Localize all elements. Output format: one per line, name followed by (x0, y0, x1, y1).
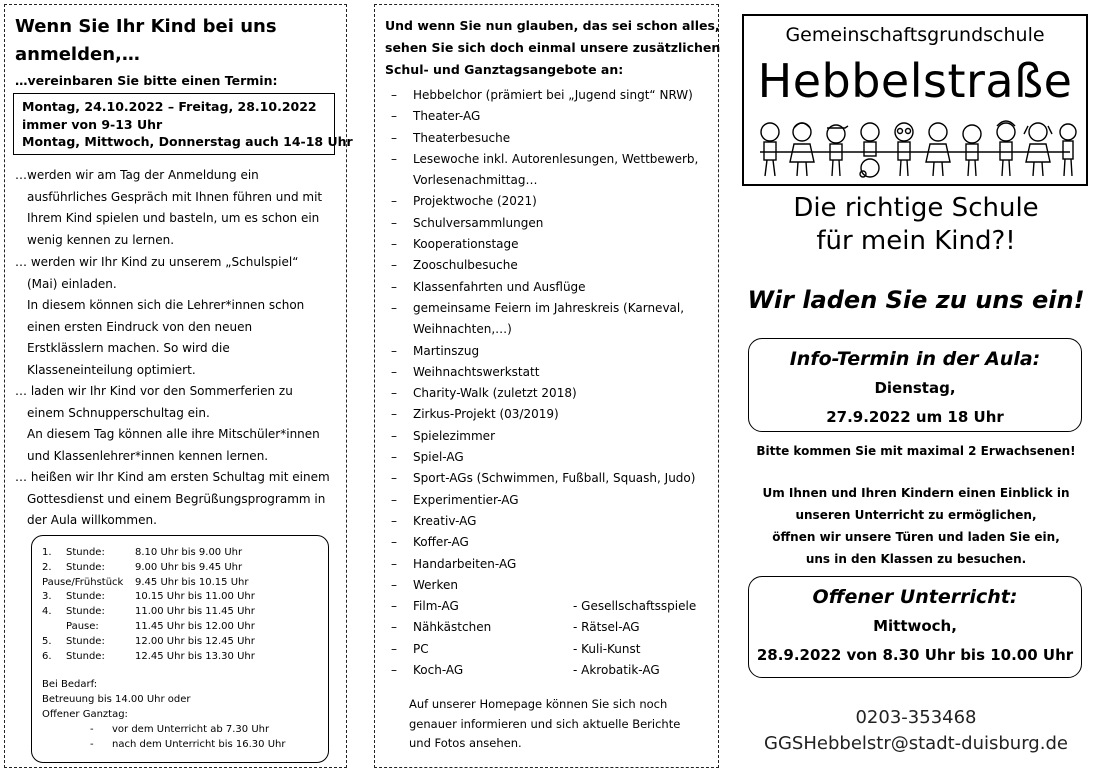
schedule-time: 10.15 Uhr bis 11.00 Uhr (135, 591, 255, 603)
schedule-label: Stunde: (66, 591, 105, 603)
school-type: Gemeinschaftsgrundschule (785, 24, 1045, 46)
cover-column (740, 10, 1092, 770)
schedule-label: Stunde: (66, 635, 105, 647)
bullet-dash: – (391, 450, 397, 465)
offer-item: – Schulversammlungen (387, 213, 712, 234)
offer-item: – Theater-AG (387, 106, 712, 127)
bullet-dash: – (391, 407, 397, 422)
contact-info (740, 705, 1092, 757)
care-item: - nach dem Unterricht bis 16.30 Uhr (90, 738, 286, 750)
bullet-dash: – (391, 130, 397, 145)
bullet-dash: – (391, 258, 397, 273)
offer-item: – Experimentier-AG (387, 490, 712, 511)
adults-note: Bitte kommen Sie mit maximal 2 Erwachsenen! (756, 444, 1076, 458)
child-figure (761, 123, 779, 176)
child-figure (860, 123, 879, 177)
schedule-label: Pause: (66, 620, 99, 632)
bullet-dash: – (391, 300, 397, 315)
phone-number: 0203-353468 (855, 707, 977, 728)
offer-item: – Martinszug (387, 341, 712, 362)
info-event-title: Info-Termin in der Aula: (789, 348, 1041, 370)
offer-item: – gemeinsame Feiern im Jahreskreis (Karneval, (387, 298, 712, 319)
bullet-dash: – (391, 535, 397, 550)
schedule-rows (42, 546, 328, 664)
schedule-row (42, 635, 328, 650)
offer-item: – Koffer-AG (387, 532, 712, 553)
schedule-row (42, 546, 328, 561)
open-lesson-box (748, 576, 1082, 678)
bullet-dash: – (391, 109, 397, 124)
bullet-dash: – (391, 620, 397, 635)
child-figure (827, 125, 848, 176)
bullet-dash: – (391, 88, 397, 102)
child-figure (926, 123, 950, 176)
offer-item: – Spiel-AG (387, 447, 712, 468)
email-address[interactable]: GGSHebbelstr@stadt-duisburg.de (764, 733, 1068, 754)
paragraph-first-day: … heißen wir Ihr Kind am ersten Schultag mit einem Gottesdienst und einem Begrüßungsprogramm in der Aula willkommen. (15, 470, 330, 527)
offers-heading: Und wenn Sie nun glauben, das sei schon alles, sehen Sie sich doch einmal unsere zusätzlichen Schul- und Ganztagsangebote an: (385, 18, 721, 77)
schedule-time: 11.00 Uhr bis 11.45 Uhr (135, 606, 255, 618)
bullet-dash: – (391, 513, 397, 528)
schedule-number: 3. (42, 591, 52, 603)
child-figure (895, 123, 913, 176)
care-info: Bei Bedarf: Betreuung bis 14.00 Uhr oder Offener Ganztag: - vor dem Unterricht ab 7.30 Uhr - nach dem Unterricht bis 16.30 Uhr (42, 678, 328, 752)
paragraph-schnuppertag: … laden wir Ihr Kind vor den Sommerferien zu einem Schnupperschultag ein. An diesem Tag können alle ihre Mitschüler*innen und Klassenlehrer*innen kennen lernen. (15, 384, 320, 463)
offer-item: – Zirkus-Projekt (03/2019) (387, 404, 712, 425)
open-lesson-invite: Um Ihnen und Ihren Kindern einen Einblick in unseren Unterricht zu ermöglichen, öffnen wir unsere Türen und laden Sie ein, uns in den Klassen zu besuchen. (762, 486, 1070, 566)
bullet-dash: – (391, 215, 397, 230)
bullet-dash: – (391, 343, 397, 358)
offer-item: Weihnachten,…) (413, 322, 512, 337)
schedule-label: Stunde: (66, 606, 105, 618)
bullet-dash: – (391, 386, 397, 401)
schedule-time: 12.00 Uhr bis 12.45 Uhr (135, 635, 255, 647)
schedule-number: 1. (42, 547, 52, 558)
lesson-schedule (31, 535, 329, 763)
offer-item: – Zooschulbesuche (387, 255, 712, 276)
bullet-dash: – (391, 492, 397, 507)
schedule-time: 8.10 Uhr bis 9.00 Uhr (135, 547, 243, 558)
registration-heading: Wenn Sie Ihr Kind bei uns anmelden,… (15, 16, 277, 65)
info-event-day: Dienstag, (874, 379, 956, 397)
schedule-time: 12.45 Uhr bis 13.30 Uhr (135, 650, 255, 662)
offer-item: – Werken (387, 575, 712, 596)
schedule-label: Stunde: (66, 547, 105, 558)
bullet-dash: – (391, 577, 397, 592)
bullet-dash: – (391, 364, 397, 379)
open-lesson-title: Offener Unterricht: (812, 586, 1018, 608)
open-lesson-datetime: 28.9.2022 von 8.30 Uhr bis 10.00 Uhr (756, 646, 1074, 664)
offer-item: – Kreativ-AG (387, 511, 712, 532)
child-figure (1024, 123, 1052, 176)
main-question: Die richtige Schule für mein Kind?! (793, 193, 1039, 256)
schedule-row (42, 576, 328, 591)
child-figure (997, 121, 1015, 176)
schedule-time: 9.45 Uhr bis 10.15 Uhr (135, 576, 249, 588)
offers-column (374, 4, 719, 768)
offers-list (387, 85, 712, 681)
open-lesson-day: Mittwoch, (873, 617, 957, 635)
children-illustration (750, 118, 1080, 180)
paragraph-schulspiel: … werden wir Ihr Kind zu unserem „Schulspiel“ (Mai) einladen. In diesem können sich die Lehrer*innen schon einen ersten Eindruck von den neuen Erstklässlern machen. So wird die Klasseneinteilung optimiert. (15, 255, 305, 377)
offer-item: – Charity-Walk (zuletzt 2018) (387, 383, 712, 404)
bullet-dash: – (391, 663, 397, 678)
offer-item: – Sport-AGs (Schwimmen, Fußball, Squash, Judo) (387, 468, 712, 489)
schedule-number: 4. (42, 606, 52, 618)
bullet-dash: – (391, 471, 397, 486)
schedule-time: 9.00 Uhr bis 9.45 Uhr (135, 561, 243, 573)
care-item: - vor dem Unterricht ab 7.30 Uhr (90, 723, 270, 735)
child-figure (1060, 124, 1076, 176)
schedule-row (42, 561, 328, 576)
offer-item: – Lesewoche inkl. Autorenlesungen, Wettbewerb, (387, 149, 712, 170)
paragraph-conversation: …werden wir am Tag der Anmeldung ein ausführliches Gespräch mit Ihnen führen und mit Ihrem Kind spielen und basteln, um es schon ein wenig kennen zu lernen. (15, 168, 323, 247)
bullet-dash: – (391, 641, 397, 656)
offer-item-pair: – Film-AG - Gesellschaftsspiele (387, 596, 712, 617)
info-event-datetime: 27.9.2022 um 18 Uhr (826, 408, 1004, 426)
invitation-heading: Wir laden Sie zu uns ein! (747, 286, 1085, 314)
schedule-time: 11.45 Uhr bis 12.00 Uhr (135, 620, 255, 632)
schedule-label: Stunde: (66, 650, 105, 662)
offer-item: – Spielezimmer (387, 426, 712, 447)
schedule-row (42, 650, 328, 665)
offer-item-pair: – Koch-AG - Akrobatik-AG (387, 660, 712, 681)
bullet-dash: – (391, 599, 397, 614)
schedule-label: Stunde: (66, 561, 105, 573)
schedule-label: Pause/Frühstück (42, 576, 124, 588)
schedule-number: 6. (42, 650, 52, 662)
offer-item-pair: – PC - Kuli-Kunst (387, 639, 712, 660)
bullet-dash: – (391, 279, 397, 294)
offer-item: Vorlesenachmittag… (413, 173, 538, 188)
schedule-number: 5. (42, 635, 52, 647)
appointment-dates: Montag, 24.10.2022 – Freitag, 28.10.2022 (22, 99, 317, 114)
appointment-hours: immer von 9-13 Uhr (22, 116, 163, 132)
appointment-box (13, 93, 353, 155)
offer-item-pair: – Nähkästchen - Rätsel-AG (387, 617, 712, 638)
appointment-intro: …vereinbaren Sie bitte einen Termin: (15, 73, 278, 88)
bullet-dash: – (391, 194, 397, 209)
offer-item: – Theaterbesuche (387, 128, 712, 149)
offer-item: – Kooperationstage (387, 234, 712, 255)
info-event-box (748, 338, 1082, 432)
offer-item: – Klassenfahrten und Ausflüge (387, 277, 712, 298)
homepage-note: Auf unserer Homepage können Sie sich noch genauer informieren und sich aktuelle Berichte und Fotos ansehen. (409, 697, 681, 750)
bullet-dash: – (391, 556, 397, 571)
bullet-dash: – (391, 237, 397, 252)
offer-item: – Projektwoche (2021) (387, 191, 712, 212)
schedule-row (42, 605, 328, 620)
appointment-extra-hours: Montag, Mittwoch, Donnerstag auch 14-18 Uhr (22, 134, 353, 149)
school-name: Hebbelstraße (757, 54, 1073, 108)
offer-item: – Handarbeiten-AG (387, 554, 712, 575)
child-figure (790, 123, 814, 176)
child-figure (963, 125, 981, 176)
school-logo (742, 14, 1088, 186)
offer-item: – Hebbelchor (prämiert bei „Jugend singt“ NRW) (387, 85, 712, 106)
schedule-row (42, 590, 328, 605)
bullet-dash: – (391, 428, 397, 443)
schedule-number: 2. (42, 561, 52, 573)
schedule-row (42, 620, 328, 635)
registration-column (4, 4, 353, 768)
offer-item: – Weihnachtswerkstatt (387, 362, 712, 383)
bullet-dash: – (391, 151, 397, 166)
